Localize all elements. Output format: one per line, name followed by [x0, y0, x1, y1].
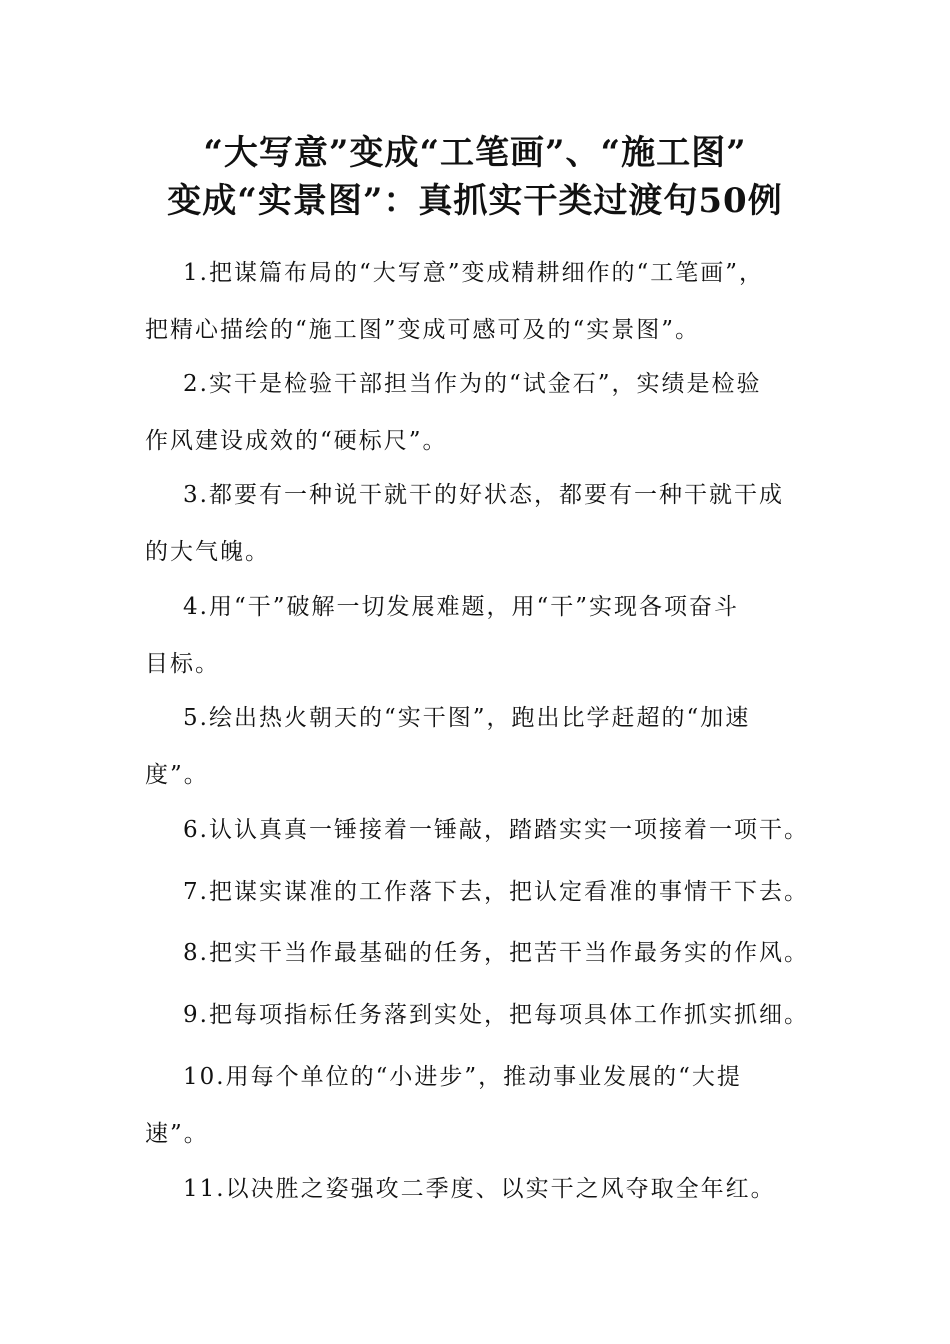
paragraph-line: 的大气魄。 — [145, 539, 270, 565]
paragraph-line: 3.都要有一种说干就干的好状态，都要有一种干就干成 — [183, 482, 784, 508]
paragraph-2 — [145, 369, 825, 457]
paragraph-line: 8.把实干当作最基础的任务，把苦干当作最务实的作风。 — [183, 940, 809, 966]
paragraph-9 — [145, 1000, 825, 1031]
paragraph-line: 7.把谋实谋准的工作落下去，把认定看准的事情干下去。 — [183, 879, 809, 905]
paragraph-3 — [145, 480, 825, 568]
paragraph-line: 度”。 — [145, 762, 209, 788]
paragraph-line: 目标。 — [145, 651, 220, 677]
paragraph-8 — [145, 938, 825, 969]
paragraph-1 — [145, 258, 825, 346]
paragraph-7 — [145, 877, 825, 908]
paragraph-line: 4.用“干”破解一切发展难题，用“干”实现各项奋斗 — [183, 594, 739, 620]
paragraph-line: 11.以决胜之姿强攻二季度、以实干之风夺取全年红。 — [183, 1176, 776, 1202]
paragraph-5 — [145, 703, 825, 791]
paragraph-line: 速”。 — [145, 1121, 209, 1147]
paragraph-line: 6.认认真真一锤接着一锤敲，踏踏实实一项接着一项干。 — [183, 817, 809, 843]
paragraph-line: 1.把谋篇布局的“大写意”变成精耕细作的“工笔画”， — [183, 260, 764, 286]
paragraph-6 — [145, 815, 825, 846]
paragraph-line: 9.把每项指标任务落到实处，把每项具体工作抓实抓细。 — [183, 1002, 809, 1028]
paragraph-line: 5.绘出热火朝天的“实干图”，跑出比学赶超的“加速 — [183, 705, 751, 731]
paragraph-4 — [145, 592, 825, 680]
paragraph-line: 10.用每个单位的“小进步”，推动事业发展的“大提 — [183, 1064, 742, 1090]
document-title-line-1: “大写意”变成“工笔画”、“施工图” — [203, 133, 747, 173]
document-title-line-2: 变成“实景图”：真抓实干类过渡句50例 — [167, 181, 783, 221]
paragraph-10 — [145, 1062, 825, 1150]
paragraph-line: 作风建设成效的“硬标尺”。 — [145, 428, 448, 454]
paragraph-line: 把精心描绘的“施工图”变成可感可及的“实景图”。 — [145, 317, 701, 343]
paragraph-11 — [145, 1174, 825, 1205]
paragraph-line: 2.实干是检验干部担当作为的“试金石”，实绩是检验 — [183, 371, 762, 397]
